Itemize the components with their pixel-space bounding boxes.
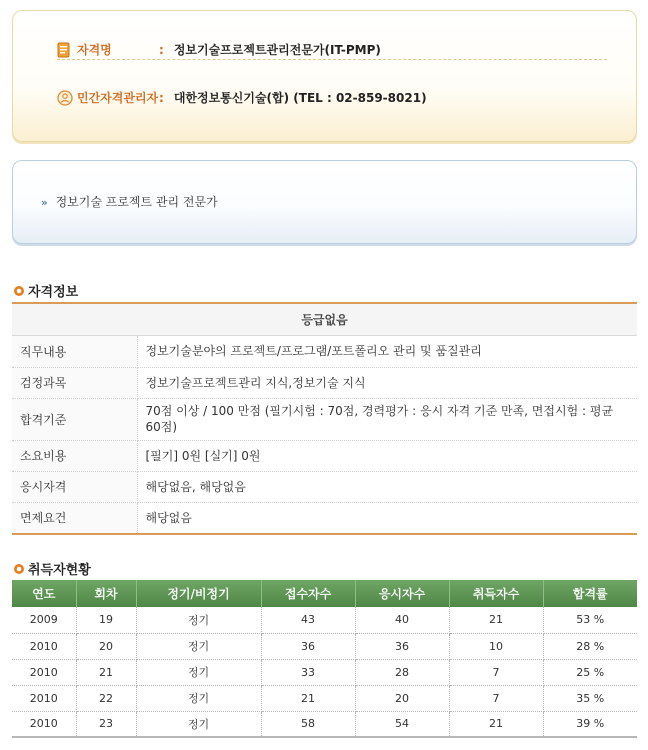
col-header-type: 정기/비정기 <box>136 580 261 607</box>
col-header-round: 회차 <box>76 580 136 607</box>
cell-pass-rate: 25 % <box>543 659 637 685</box>
col-header-applicants: 접수자수 <box>261 580 355 607</box>
cell-applicants: 43 <box>261 607 355 633</box>
qualification-name-value: 정보기술프로젝트관리전문가(IT-PMP) <box>173 43 381 57</box>
cell-round: 19 <box>76 607 136 633</box>
separator: : <box>159 42 164 57</box>
qualification-name-row <box>57 41 381 58</box>
cell-round: 22 <box>76 685 136 711</box>
cell-pass-rate: 35 % <box>543 685 637 711</box>
qualification-manager-label: 민간자격관리자 <box>77 91 159 105</box>
info-key: 면제요건 <box>12 502 137 534</box>
separator: : <box>159 90 164 105</box>
bullet-circle-icon <box>14 564 24 574</box>
info-value: 정보기술분야의 프로젝트/프로그램/포트폴리오 관리 및 품질관리 <box>137 335 637 367</box>
cell-applicants: 33 <box>261 659 355 685</box>
grade-header: 등급없음 <box>12 303 637 335</box>
cell-examinees: 20 <box>355 685 449 711</box>
cell-type: 정기 <box>136 607 261 633</box>
cell-applicants: 58 <box>261 711 355 737</box>
col-header-acquirers: 취득자수 <box>449 580 543 607</box>
bullet-icon: » <box>41 196 48 209</box>
cell-acquirers: 10 <box>449 633 543 659</box>
cell-applicants: 21 <box>261 685 355 711</box>
cell-examinees: 36 <box>355 633 449 659</box>
qualification-card <box>12 10 637 142</box>
cell-acquirers: 7 <box>449 685 543 711</box>
table-row <box>12 440 637 471</box>
divider <box>57 59 607 60</box>
cell-pass-rate: 39 % <box>543 711 637 737</box>
info-value: 해당없음 <box>137 502 637 534</box>
cell-type: 정기 <box>136 633 261 659</box>
info-section-title <box>14 281 78 300</box>
bullet-circle-icon <box>14 286 24 296</box>
cell-acquirers: 7 <box>449 659 543 685</box>
info-key: 검정과목 <box>12 367 137 398</box>
cell-year: 2010 <box>12 711 76 737</box>
cell-examinees: 54 <box>355 711 449 737</box>
cell-year: 2009 <box>12 607 76 633</box>
cell-year: 2010 <box>12 633 76 659</box>
description-card <box>12 160 637 244</box>
qualification-manager-value: 대한정보통신기술(합) (TEL : 02-859-8021) <box>173 91 427 105</box>
stats-section-title <box>14 559 91 578</box>
table-row <box>12 607 637 633</box>
table-row <box>12 633 637 659</box>
info-key: 직무내용 <box>12 335 137 367</box>
cell-year: 2010 <box>12 659 76 685</box>
cell-pass-rate: 53 % <box>543 607 637 633</box>
col-header-pass-rate: 합격률 <box>543 580 637 607</box>
table-row <box>12 367 637 398</box>
document-icon <box>57 42 71 58</box>
cell-type: 정기 <box>136 659 261 685</box>
table-row <box>12 502 637 534</box>
cell-round: 21 <box>76 659 136 685</box>
cell-examinees: 40 <box>355 607 449 633</box>
table-row <box>12 659 637 685</box>
description <box>41 193 218 210</box>
cell-acquirers: 21 <box>449 607 543 633</box>
info-key: 소요비용 <box>12 440 137 471</box>
table-row <box>12 398 637 440</box>
person-icon <box>57 90 71 106</box>
cell-type: 정기 <box>136 711 261 737</box>
cell-round: 23 <box>76 711 136 737</box>
info-value: [필기] 0원 [실기] 0원 <box>137 440 637 471</box>
table-row <box>12 711 637 737</box>
info-key: 응시자격 <box>12 471 137 502</box>
cell-examinees: 28 <box>355 659 449 685</box>
cell-pass-rate: 28 % <box>543 633 637 659</box>
cell-applicants: 36 <box>261 633 355 659</box>
stats-section-title-text: 취득자현황 <box>28 563 91 578</box>
table-row <box>12 335 637 367</box>
col-header-year: 연도 <box>12 580 76 607</box>
table-row <box>12 685 637 711</box>
info-key: 합격기준 <box>12 398 137 440</box>
table-row <box>12 471 637 502</box>
stats-table <box>12 580 637 738</box>
info-value: 해당없음, 해당없음 <box>137 471 637 502</box>
info-section-title-text: 자격정보 <box>28 285 79 300</box>
info-table <box>12 302 637 535</box>
col-header-examinees: 응시자수 <box>355 580 449 607</box>
qualification-name-label: 자격명 <box>77 43 112 57</box>
cell-year: 2010 <box>12 685 76 711</box>
cell-type: 정기 <box>136 685 261 711</box>
description-text: 정보기술 프로젝트 관리 전문가 <box>55 195 218 209</box>
cell-acquirers: 21 <box>449 711 543 737</box>
cell-round: 20 <box>76 633 136 659</box>
info-value: 70점 이상 / 100 만점 (필기시험 : 70점, 경력평가 : 응시 자격 기준 만족, 면접시험 : 평균 60점) <box>137 398 637 440</box>
qualification-manager-row <box>57 89 427 106</box>
info-value: 정보기술프로젝트관리 지식,정보기술 지식 <box>137 367 637 398</box>
